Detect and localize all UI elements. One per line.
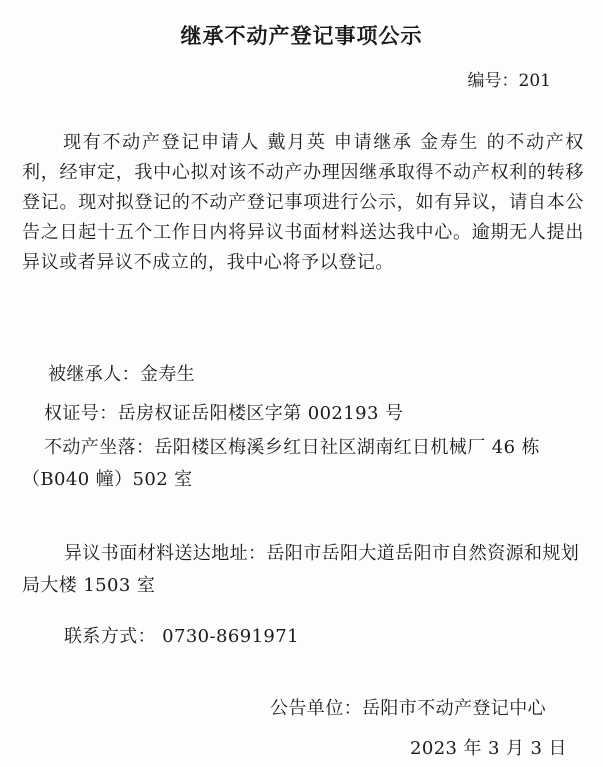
- notice-date: 2023 年 3 月 3 日: [410, 738, 567, 759]
- notice-title: 继承不动产登记事项公示: [180, 24, 423, 48]
- objection-address-line: 异议书面材料送达地址：岳阳市岳阳大道岳阳市自然资源和规划局大楼 1503 室: [22, 543, 580, 596]
- decedent-line: 被继承人：金寿生: [48, 364, 196, 385]
- paragraph-text: 现有不动产登记申请人 戴月英 申请继承 金寿生 的不动产权利，经审定，我中心拟对该不动产办理因继承取得不动产权利的转移登记。现对拟登记的不动产登记事项进行公示，如有异议，请自本公告之日起十五个工作日内将异议书面材料送达我中心。逾期无人提出异议或者异议不成立的，我中心将予以登记。: [22, 132, 584, 273]
- contact-line: 联系方式： 0730-8691971: [64, 626, 299, 647]
- document-number: 编号：201: [467, 71, 551, 91]
- certificate-number-line: 权证号：岳房权证岳阳楼区字第 002193 号: [44, 403, 404, 424]
- property-location-line: 不动产坐落：岳阳楼区梅溪乡红日社区湖南红日机械厂 46 栋（B040 幢）502 室: [22, 437, 540, 490]
- issuer-line: 公告单位：岳阳市不动产登记中心: [270, 698, 546, 719]
- notice-paragraph: [22, 128, 584, 278]
